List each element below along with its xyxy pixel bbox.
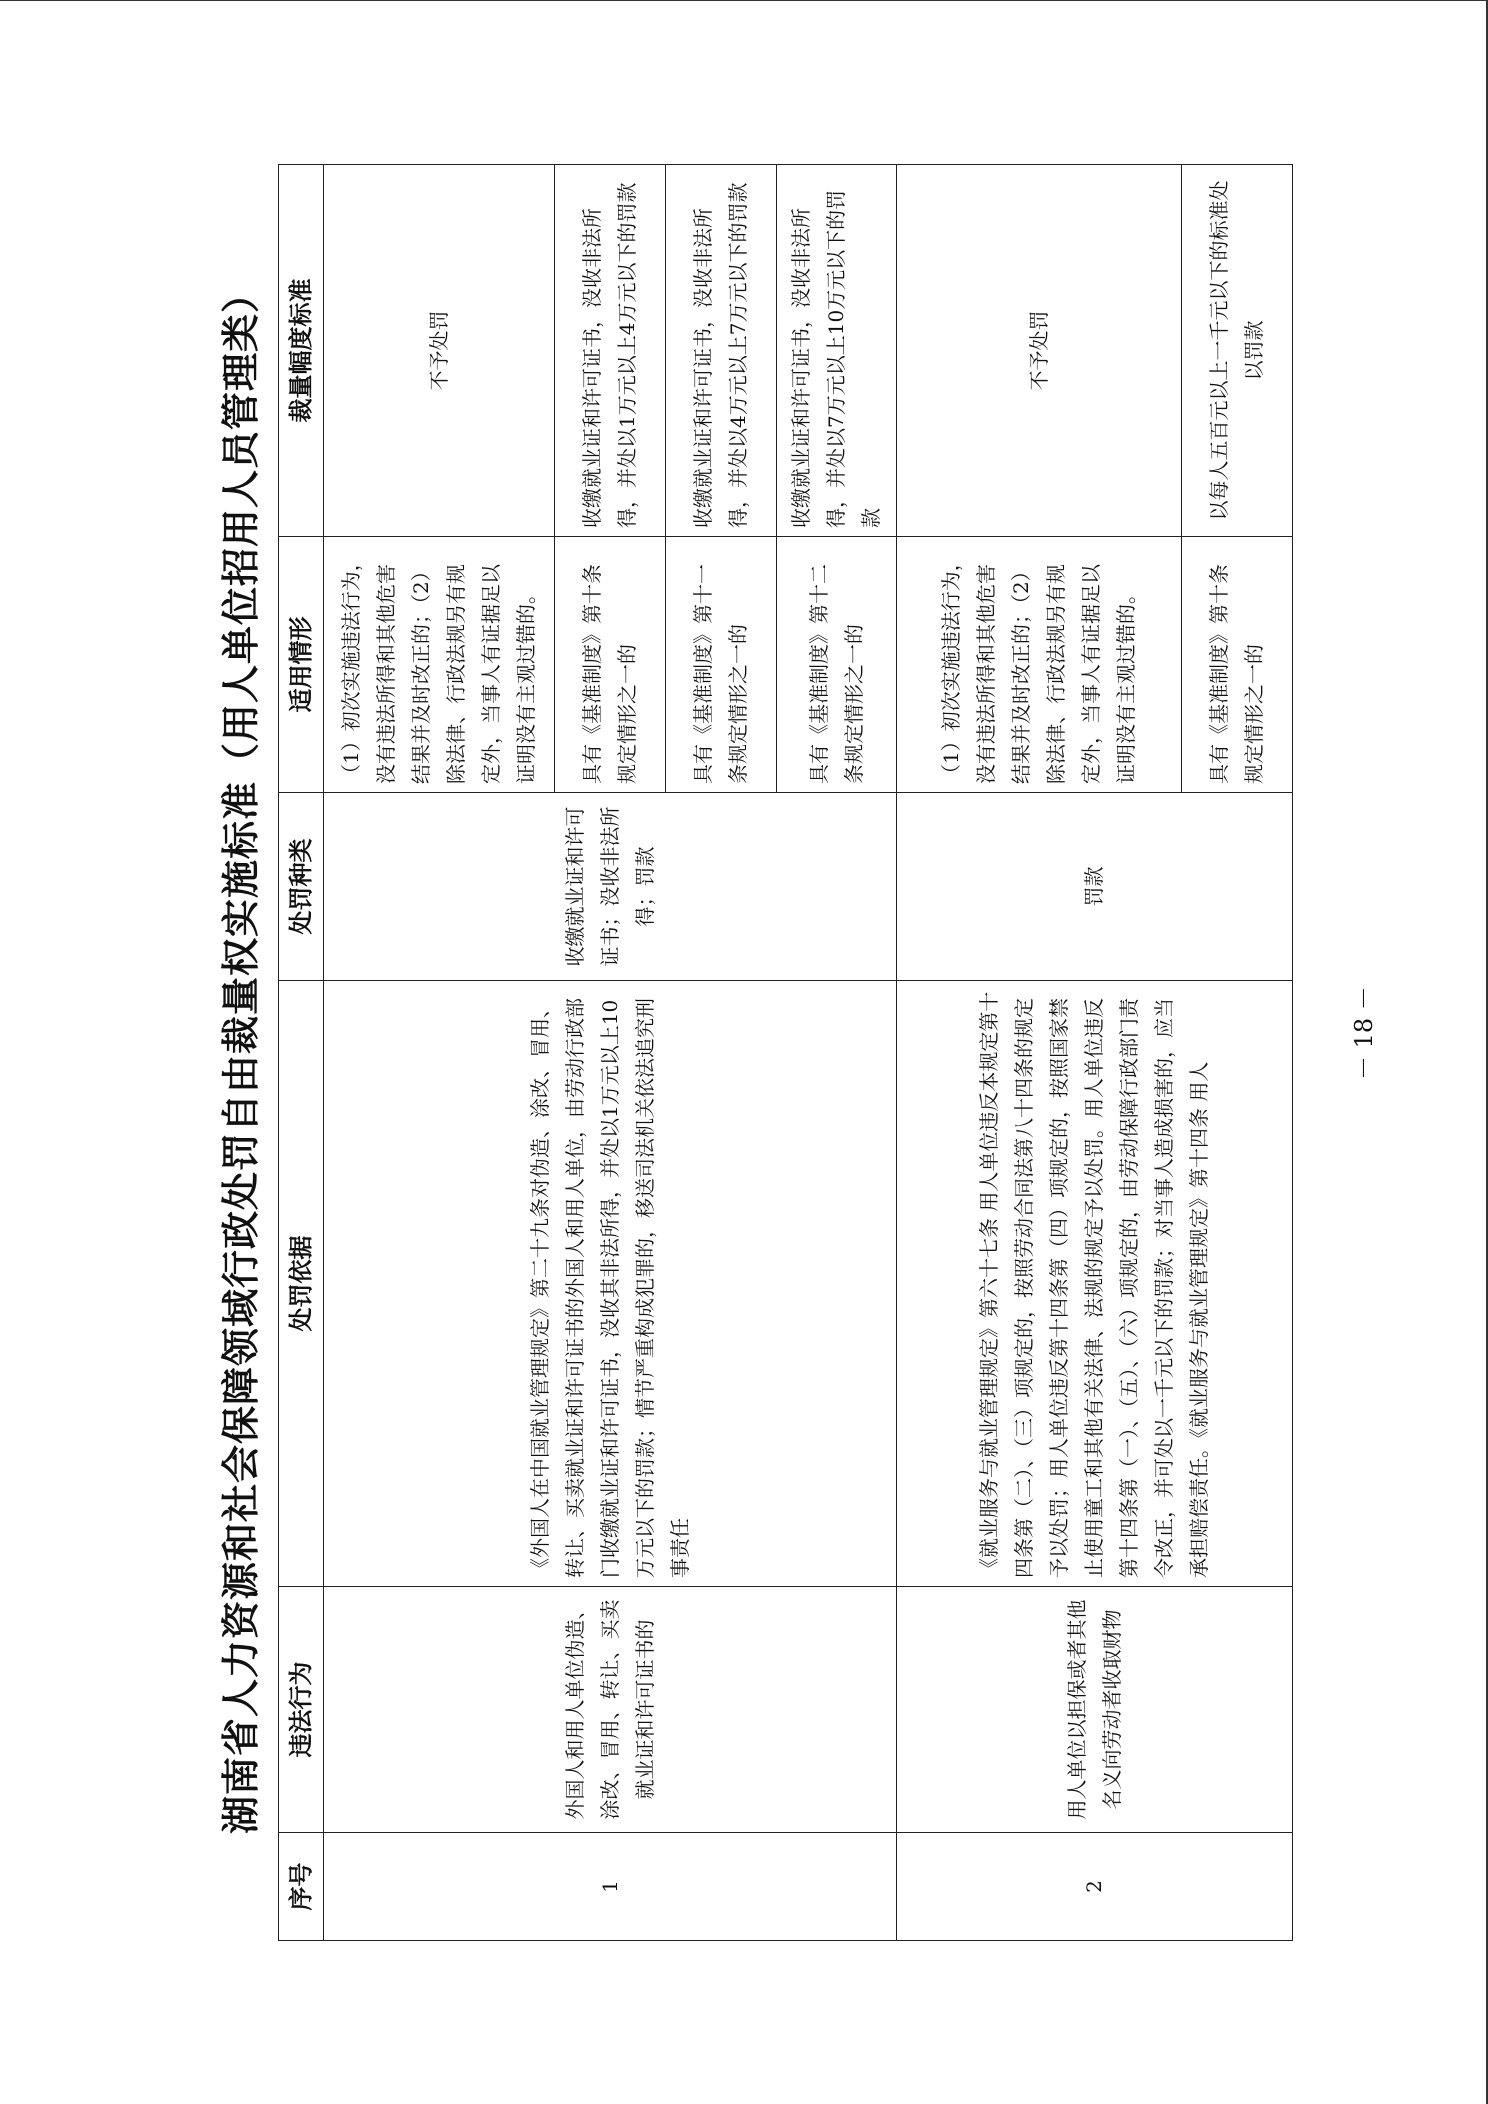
row-case: （1）初次实施违法行为，没有违法所得和其他危害结果并及时改正的；（2）除法律、行政法规另有规定外，当事人有证据足以证明没有主观过错的。	[897, 537, 1182, 793]
header-kind: 处罚种类	[279, 793, 324, 981]
row-std: 不予处罚	[897, 165, 1182, 537]
page-edge-top	[0, 0, 1488, 1]
penalty-standards-table	[278, 164, 1293, 1941]
row-case: 具有《基准制度》第十二条规定情形之一的	[776, 537, 896, 793]
row-std: 收缴就业证和许可证书，没收非法所得，并处以1万元以上4万元以下的罚款	[555, 165, 666, 537]
row-std: 收缴就业证和许可证书，没收非法所得，并处以4万元以上7万元以下的罚款	[666, 165, 777, 537]
header-basis: 处罚依据	[279, 981, 324, 1587]
row-seq: 1	[324, 1833, 897, 1941]
row-case: （1）初次实施违法行为，没有违法所得和其他危害结果并及时改正的；（2）除法律、行政法规另有规定外，当事人有证据足以证明没有主观过错的。	[324, 537, 555, 793]
row-std: 不予处罚	[324, 165, 555, 537]
row-case: 具有《基准制度》第十一条规定情形之一的	[666, 537, 777, 793]
header-std: 裁量幅度标准	[279, 165, 324, 537]
page-number: － 18 －	[1350, 986, 1378, 1080]
row-kind: 罚款	[897, 793, 1293, 981]
row-basis: 《就业服务与就业管理规定》第六十七条 用人单位违反本规定第十四条第（二）、（三）项规定的，按照劳动合同法第八十四条的规定予以处罚；用人单位违反第十四条第（四）项规定的，按照国家禁止使用童工和其他有关法律、法规的规定予以处罚。用人单位违反第十四条第（一）、（五）、（六）项规定的，由劳动保障行政部门责令改正，并可处以一千元以下的罚款；对当事人造成损害的，应当承担赔偿责任。《就业服务与就业管理规定》第十四条 用人	[897, 981, 1293, 1587]
row-basis: 《外国人在中国就业管理规定》第二十九条对伪造、涂改、冒用、转让、买卖就业证和许可证书的外国人和用人单位，由劳动行政部门收缴就业证和许可证书，没收其非法所得，并处以1万元以上10万元以下的罚款；情节严重构成犯罪的，移送司法机关依法追究刑事责任	[324, 981, 897, 1587]
row-std: 以每人五百元以上一千元以下的标准处以罚款	[1182, 165, 1293, 537]
table-header-row	[279, 165, 324, 1941]
row-kind: 收缴就业证和许可证书；没收非法所得；罚款	[324, 793, 897, 981]
document-title: 湖南省人力资源和社会保障领域行政处罚自由裁量权实施标准（用人单位招用人员管理类）	[219, 274, 263, 1835]
row-case: 具有《基准制度》第十条规定情形之一的	[1182, 537, 1293, 793]
header-act: 违法行为	[279, 1587, 324, 1833]
header-seq: 序号	[279, 1833, 324, 1941]
row-std: 收缴就业证和许可证书，没收非法所得，并处以7万元以上10万元以下的罚款	[776, 165, 896, 537]
row-seq: 2	[897, 1833, 1293, 1941]
table-row	[324, 165, 555, 1941]
table-row	[897, 165, 1182, 1941]
row-act: 外国人和用人单位伪造、涂改、冒用、转让、买卖就业证和许可证书的	[324, 1587, 897, 1833]
row-case: 具有《基准制度》第十条规定情形之一的	[555, 537, 666, 793]
header-case: 适用情形	[279, 537, 324, 793]
row-act: 用人单位以担保或者其他名义向劳动者收取财物	[897, 1587, 1293, 1833]
